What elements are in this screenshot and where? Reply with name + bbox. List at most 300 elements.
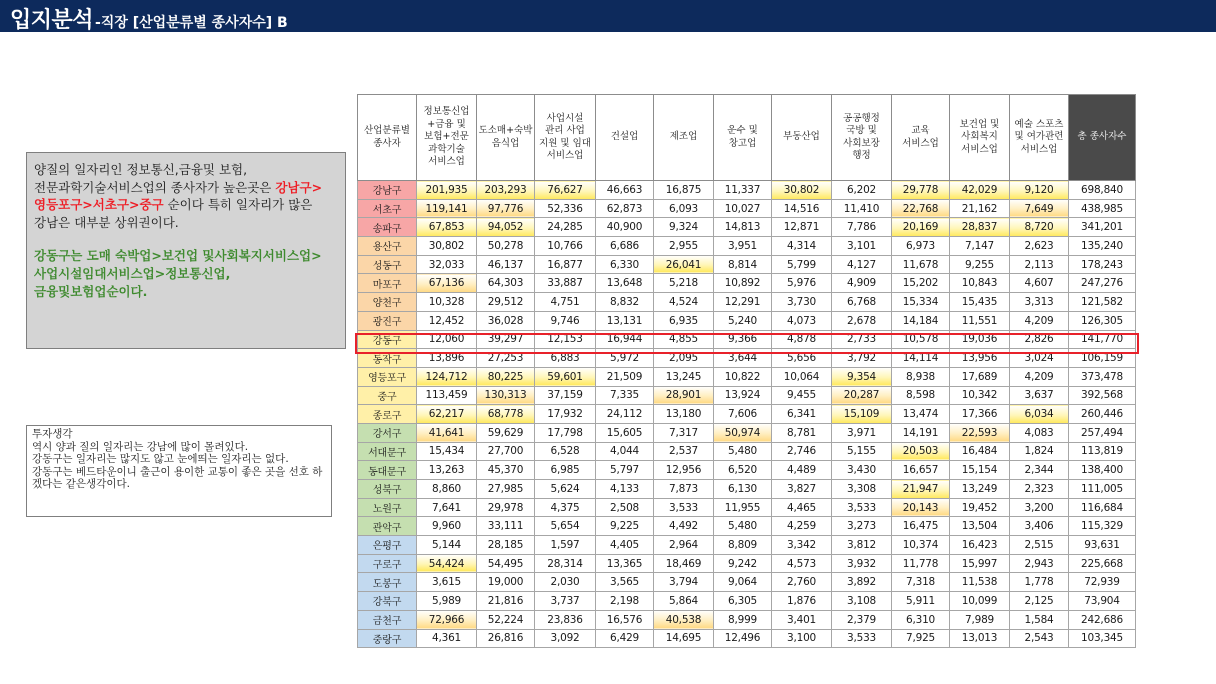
value-cell: 6,130 [714,480,772,499]
value-cell: 3,273 [832,517,892,536]
district-cell: 구로구 [358,554,417,573]
value-cell: 4,878 [772,330,832,349]
value-cell: 6,093 [654,199,714,218]
value-cell: 20,143 [892,498,950,517]
value-cell: 16,576 [596,610,654,629]
value-cell: 13,180 [654,405,714,424]
value-cell: 6,341 [772,405,832,424]
value-cell: 5,480 [714,442,772,461]
value-cell: 13,504 [950,517,1010,536]
value-cell: 13,474 [892,405,950,424]
table-row [358,293,1136,312]
value-cell: 9,960 [417,517,477,536]
value-cell: 3,615 [417,573,477,592]
value-cell: 119,141 [417,199,477,218]
value-cell: 16,484 [950,442,1010,461]
total-cell: 257,494 [1069,423,1136,442]
total-cell: 116,684 [1069,498,1136,517]
value-cell: 16,875 [654,181,714,200]
table-row [358,610,1136,629]
district-cell: 은평구 [358,536,417,555]
table-row [358,442,1136,461]
value-cell: 2,125 [1010,592,1069,611]
value-cell: 4,492 [654,517,714,536]
value-cell: 4,133 [596,480,654,499]
value-cell: 7,318 [892,573,950,592]
district-cell: 광진구 [358,311,417,330]
district-cell: 영등포구 [358,367,417,386]
value-cell: 10,843 [950,274,1010,293]
total-cell: 392,568 [1069,386,1136,405]
value-cell: 50,278 [477,237,535,256]
value-cell: 28,314 [535,554,596,573]
value-cell: 8,809 [714,536,772,555]
value-cell: 9,455 [772,386,832,405]
value-cell: 2,760 [772,573,832,592]
value-cell: 33,111 [477,517,535,536]
table-row [358,218,1136,237]
value-cell: 6,429 [596,629,654,648]
value-cell: 11,337 [714,181,772,200]
value-cell: 64,303 [477,274,535,293]
value-cell: 2,678 [832,311,892,330]
value-cell: 27,253 [477,349,535,368]
value-cell: 6,985 [535,461,596,480]
total-cell: 72,939 [1069,573,1136,592]
value-cell: 203,293 [477,181,535,200]
value-cell: 13,131 [596,311,654,330]
value-cell: 14,184 [892,311,950,330]
value-cell: 4,361 [417,629,477,648]
value-cell: 36,028 [477,311,535,330]
value-cell: 4,127 [832,255,892,274]
district-cell: 중랑구 [358,629,417,648]
district-cell: 용산구 [358,237,417,256]
value-cell: 5,218 [654,274,714,293]
value-cell: 1,597 [535,536,596,555]
value-cell: 6,330 [596,255,654,274]
value-cell: 17,798 [535,423,596,442]
header-wholesale-lodging: 도소매+숙박 음식업 [477,95,535,181]
table-row [358,255,1136,274]
value-cell: 54,495 [477,554,535,573]
value-cell: 11,955 [714,498,772,517]
value-cell: 76,627 [535,181,596,200]
table-row [358,461,1136,480]
value-cell: 10,578 [892,330,950,349]
value-cell: 3,812 [832,536,892,555]
value-cell: 9,746 [535,311,596,330]
value-cell: 7,606 [714,405,772,424]
table-row [358,311,1136,330]
summary-gangdong-note: 강동구는 도매 숙박업>보건업 및사회복지서비스업>사업시설임대서비스업>정보통신업,금융및보험업순이다. [34,248,322,299]
value-cell: 29,978 [477,498,535,517]
total-cell: 138,400 [1069,461,1136,480]
value-cell: 11,538 [950,573,1010,592]
district-cell: 서초구 [358,199,417,218]
value-cell: 2,943 [1010,554,1069,573]
value-cell: 12,060 [417,330,477,349]
district-cell: 종로구 [358,405,417,424]
header-real-estate: 부동산업 [772,95,832,181]
value-cell: 9,255 [950,255,1010,274]
value-cell: 2,508 [596,498,654,517]
total-cell: 247,276 [1069,274,1136,293]
value-cell: 3,430 [832,461,892,480]
value-cell: 10,766 [535,237,596,256]
value-cell: 3,533 [654,498,714,517]
value-cell: 5,911 [892,592,950,611]
district-cell: 강남구 [358,181,417,200]
value-cell: 28,185 [477,536,535,555]
value-cell: 13,263 [417,461,477,480]
total-cell: 260,446 [1069,405,1136,424]
industry-employment-table [357,94,1136,648]
value-cell: 3,827 [772,480,832,499]
value-cell: 3,101 [832,237,892,256]
value-cell: 3,971 [832,423,892,442]
value-cell: 16,475 [892,517,950,536]
value-cell: 7,989 [950,610,1010,629]
total-cell: 698,840 [1069,181,1136,200]
invest-paragraph-3: 강동구는 베드타운이니 출근이 용이한 교통이 좋은 곳을 선호 하겠다는 같은생각이다. [32,465,323,491]
summary-paragraph [34,161,338,231]
value-cell: 7,925 [892,629,950,648]
value-cell: 3,792 [832,349,892,368]
value-cell: 9,242 [714,554,772,573]
table-row [358,423,1136,442]
value-cell: 12,956 [654,461,714,480]
value-cell: 4,405 [596,536,654,555]
value-cell: 68,778 [477,405,535,424]
value-cell: 5,155 [832,442,892,461]
header-district: 산업분류별 종사자 [358,95,417,181]
header-manufacturing: 제조업 [654,95,714,181]
total-cell: 178,243 [1069,255,1136,274]
value-cell: 9,324 [654,218,714,237]
table-row [358,367,1136,386]
invest-paragraph-2: 강동구는 일자리는 많지도 않고 눈에띄는 일자리는 없다. [32,453,289,466]
value-cell: 8,999 [714,610,772,629]
value-cell: 27,985 [477,480,535,499]
district-cell: 관악구 [358,517,417,536]
table-row [358,274,1136,293]
value-cell: 9,366 [714,330,772,349]
value-cell: 4,855 [654,330,714,349]
table-row [358,199,1136,218]
value-cell: 7,147 [950,237,1010,256]
value-cell: 62,217 [417,405,477,424]
district-cell: 성동구 [358,255,417,274]
value-cell: 28,901 [654,386,714,405]
value-cell: 14,813 [714,218,772,237]
value-cell: 94,052 [477,218,535,237]
table-row [358,405,1136,424]
value-cell: 15,605 [596,423,654,442]
value-cell: 2,733 [832,330,892,349]
value-cell: 1,876 [772,592,832,611]
value-cell: 30,802 [417,237,477,256]
value-cell: 10,822 [714,367,772,386]
district-cell: 마포구 [358,274,417,293]
value-cell: 42,029 [950,181,1010,200]
header-health-welfare: 보건업 및 사회복지 서비스업 [950,95,1010,181]
value-cell: 11,778 [892,554,950,573]
value-cell: 2,344 [1010,461,1069,480]
total-cell: 111,005 [1069,480,1136,499]
value-cell: 5,864 [654,592,714,611]
value-cell: 3,024 [1010,349,1069,368]
summary-ranking-highlight: 강남구>영등포구>서초구>중구 [34,179,323,213]
value-cell: 3,406 [1010,517,1069,536]
value-cell: 5,976 [772,274,832,293]
table-row [358,386,1136,405]
value-cell: 3,794 [654,573,714,592]
table-row [358,592,1136,611]
value-cell: 13,013 [950,629,1010,648]
value-cell: 4,375 [535,498,596,517]
value-cell: 3,637 [1010,386,1069,405]
value-cell: 2,964 [654,536,714,555]
value-cell: 26,816 [477,629,535,648]
value-cell: 2,113 [1010,255,1069,274]
value-cell: 1,584 [1010,610,1069,629]
value-cell: 5,654 [535,517,596,536]
value-cell: 12,153 [535,330,596,349]
value-cell: 3,737 [535,592,596,611]
value-cell: 41,641 [417,423,477,442]
value-cell: 18,469 [654,554,714,573]
value-cell: 54,424 [417,554,477,573]
page-subtitle: -직장 [산업분류별 종사자수] B [95,15,288,31]
value-cell: 2,515 [1010,536,1069,555]
value-cell: 6,310 [892,610,950,629]
value-cell: 130,313 [477,386,535,405]
value-cell: 7,649 [1010,199,1069,218]
total-cell: 93,631 [1069,536,1136,555]
value-cell: 52,336 [535,199,596,218]
value-cell: 3,932 [832,554,892,573]
value-cell: 16,423 [950,536,1010,555]
value-cell: 4,209 [1010,311,1069,330]
value-cell: 8,781 [772,423,832,442]
value-cell: 3,342 [772,536,832,555]
value-cell: 5,144 [417,536,477,555]
value-cell: 10,892 [714,274,772,293]
value-cell: 13,956 [950,349,1010,368]
value-cell: 2,379 [832,610,892,629]
value-cell: 4,209 [1010,367,1069,386]
value-cell: 40,538 [654,610,714,629]
value-cell: 9,225 [596,517,654,536]
value-cell: 10,342 [950,386,1010,405]
value-cell: 10,374 [892,536,950,555]
value-cell: 2,623 [1010,237,1069,256]
value-cell: 9,120 [1010,181,1069,200]
value-cell: 2,537 [654,442,714,461]
table-row [358,237,1136,256]
value-cell: 52,224 [477,610,535,629]
value-cell: 29,778 [892,181,950,200]
value-cell: 6,305 [714,592,772,611]
value-cell: 4,073 [772,311,832,330]
value-cell: 4,573 [772,554,832,573]
value-cell: 23,836 [535,610,596,629]
summary-line1: 양질의 일자리인 정보통신,금융및 보험,전문과학기술서비스업의 종사자가 높은곳은 [34,162,272,195]
value-cell: 5,989 [417,592,477,611]
value-cell: 22,593 [950,423,1010,442]
total-cell: 225,668 [1069,554,1136,573]
value-cell: 6,686 [596,237,654,256]
value-cell: 4,524 [654,293,714,312]
value-cell: 5,480 [714,517,772,536]
value-cell: 11,678 [892,255,950,274]
table-row [358,498,1136,517]
value-cell: 2,030 [535,573,596,592]
value-cell: 5,797 [596,461,654,480]
district-cell: 성북구 [358,480,417,499]
value-cell: 24,285 [535,218,596,237]
value-cell: 201,935 [417,181,477,200]
value-cell: 59,629 [477,423,535,442]
value-cell: 7,317 [654,423,714,442]
value-cell: 15,334 [892,293,950,312]
value-cell: 3,100 [772,629,832,648]
district-cell: 노원구 [358,498,417,517]
value-cell: 13,896 [417,349,477,368]
page-title: 입지분석 [10,8,94,33]
value-cell: 6,883 [535,349,596,368]
table-row [358,349,1136,368]
total-cell: 373,478 [1069,367,1136,386]
value-cell: 8,720 [1010,218,1069,237]
value-cell: 13,648 [596,274,654,293]
value-cell: 33,887 [535,274,596,293]
total-cell: 141,770 [1069,330,1136,349]
value-cell: 15,202 [892,274,950,293]
value-cell: 15,154 [950,461,1010,480]
value-cell: 4,314 [772,237,832,256]
value-cell: 12,871 [772,218,832,237]
value-cell: 37,159 [535,386,596,405]
value-cell: 2,543 [1010,629,1069,648]
district-cell: 송파구 [358,218,417,237]
value-cell: 21,816 [477,592,535,611]
district-cell: 양천구 [358,293,417,312]
value-cell: 4,083 [1010,423,1069,442]
value-cell: 3,200 [1010,498,1069,517]
value-cell: 16,944 [596,330,654,349]
value-cell: 3,730 [772,293,832,312]
value-cell: 2,826 [1010,330,1069,349]
value-cell: 24,112 [596,405,654,424]
value-cell: 14,114 [892,349,950,368]
district-cell: 중구 [358,386,417,405]
title-bar [0,0,1216,32]
value-cell: 4,909 [832,274,892,293]
header-it-finance-science: 정보통신업 +금융 및 보험+전문 과학기술 서비스업 [417,95,477,181]
value-cell: 20,503 [892,442,950,461]
value-cell: 29,512 [477,293,535,312]
total-cell: 242,686 [1069,610,1136,629]
header-public-admin: 공공행정 국방 및 사회보장 행정 [832,95,892,181]
value-cell: 5,656 [772,349,832,368]
total-cell: 341,201 [1069,218,1136,237]
value-cell: 5,240 [714,311,772,330]
value-cell: 46,663 [596,181,654,200]
value-cell: 12,452 [417,311,477,330]
value-cell: 16,657 [892,461,950,480]
district-cell: 도봉구 [358,573,417,592]
value-cell: 11,410 [832,199,892,218]
value-cell: 2,095 [654,349,714,368]
value-cell: 22,768 [892,199,950,218]
value-cell: 8,832 [596,293,654,312]
total-cell: 113,819 [1069,442,1136,461]
value-cell: 2,955 [654,237,714,256]
value-cell: 13,365 [596,554,654,573]
value-cell: 3,892 [832,573,892,592]
value-cell: 6,973 [892,237,950,256]
value-cell: 13,924 [714,386,772,405]
total-cell: 135,240 [1069,237,1136,256]
table-row [358,480,1136,499]
value-cell: 5,972 [596,349,654,368]
district-cell: 강동구 [358,330,417,349]
value-cell: 67,136 [417,274,477,293]
value-cell: 4,489 [772,461,832,480]
total-cell: 115,329 [1069,517,1136,536]
value-cell: 15,109 [832,405,892,424]
value-cell: 50,974 [714,423,772,442]
value-cell: 8,598 [892,386,950,405]
summary-box [26,152,346,349]
value-cell: 9,354 [832,367,892,386]
value-cell: 15,997 [950,554,1010,573]
summary-line2: 특히 일자리가 많은 강남은 대부분 상위권이다. [34,197,313,230]
value-cell: 59,601 [535,367,596,386]
value-cell: 2,746 [772,442,832,461]
value-cell: 67,853 [417,218,477,237]
value-cell: 10,328 [417,293,477,312]
value-cell: 3,092 [535,629,596,648]
value-cell: 7,873 [654,480,714,499]
value-cell: 3,644 [714,349,772,368]
value-cell: 97,776 [477,199,535,218]
value-cell: 20,169 [892,218,950,237]
value-cell: 17,366 [950,405,1010,424]
value-cell: 4,751 [535,293,596,312]
table-row [358,536,1136,555]
value-cell: 2,198 [596,592,654,611]
investment-thoughts-box [26,425,332,517]
value-cell: 21,162 [950,199,1010,218]
value-cell: 8,938 [892,367,950,386]
value-cell: 5,799 [772,255,832,274]
value-cell: 27,700 [477,442,535,461]
value-cell: 10,064 [772,367,832,386]
value-cell: 21,509 [596,367,654,386]
value-cell: 80,225 [477,367,535,386]
value-cell: 7,641 [417,498,477,517]
value-cell: 3,533 [832,629,892,648]
value-cell: 3,533 [832,498,892,517]
header-education: 교육 서비스업 [892,95,950,181]
table-header-row [358,95,1136,181]
value-cell: 4,044 [596,442,654,461]
total-cell: 103,345 [1069,629,1136,648]
value-cell: 32,033 [417,255,477,274]
